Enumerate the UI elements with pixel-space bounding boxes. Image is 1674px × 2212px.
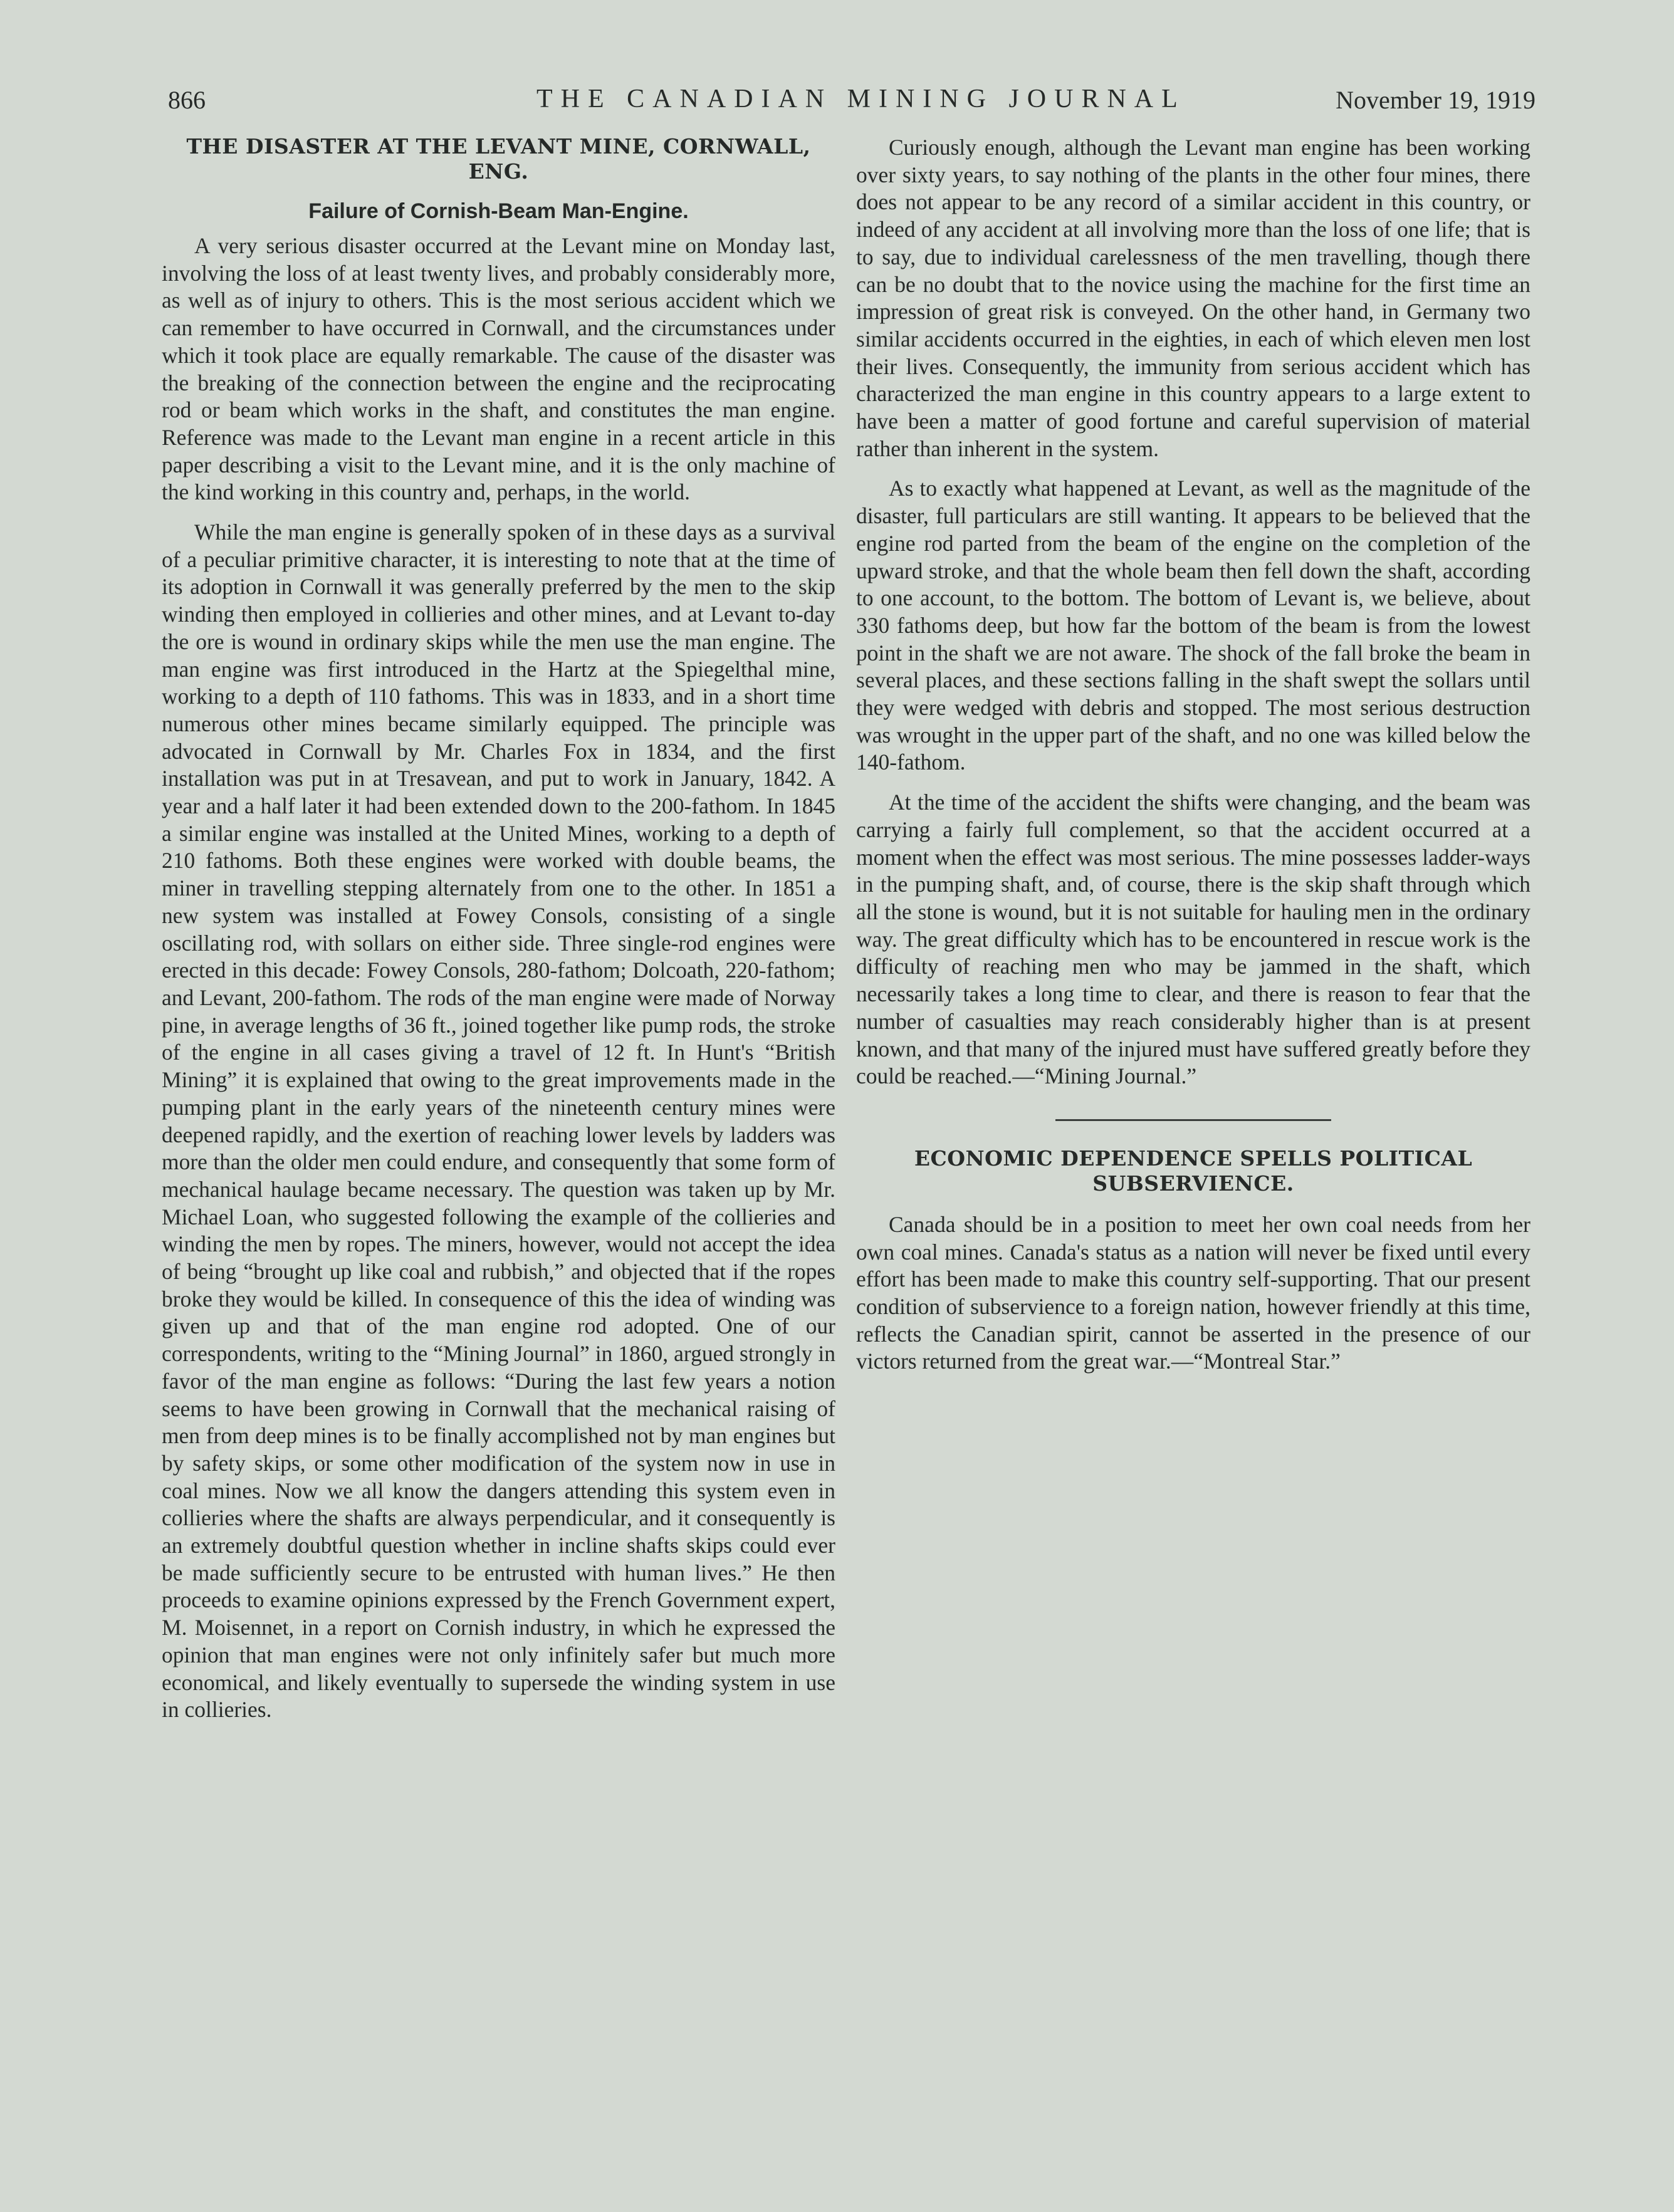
- article-paragraph-2: While the man engine is generally spoken of in these days as a survival of a peculiar primitive character, it is interesting to note that at the time of its adoption in Cornwall it was generally preferred by the men to the skip winding then employed in collieries and other mines, and at Levant to-day the ore is wound in ordinary skips while the men use the man engine. The man engine was first introduced in the Hartz at the Spiegelthal mine, working to a depth of 110 fathoms. This was in 1833, and in a short time numerous other mines became similarly equipped. The principle was advocated in Cornwall by Mr. Charles Fox in 1834, and the first installation was put in at Tresavean, and put to work in January, 1842. A year and a half later it had been extended down to the 200-fathom. In 1845 a similar engine was installed at the United Mines, working to a depth of 210 fathoms. Both these engines were worked with double beams, the miner in travelling stepping alternately from one to the other. In 1851 a new system was installed at Fowey Consols, consisting of a single oscillating rod, with sollars on either side. Three single-rod engines were erected in this decade: Fowey Consols, 280-fathom; Dolcoath, 220-fathom; and Levant, 200-fathom. The rods of the man engine were made of Norway pine, in average lengths of 36 ft., joined together like pump rods, the stroke of the engine in all cases giving a travel of 12 ft. In Hunt's “British Mining” it is explained that owing to the great improvements made in the pumping plant in the early years of the nineteenth century mines were deepened rapidly, and the exertion of reaching lower levels by ladders was more than the older men could endure, and consequently that some form of mechanical haulage became necessary. The question was taken up by Mr. Michael Loan, who suggested following the example of the collieries and winding the men by ropes. The miners, however, would not accept the idea of being “brought up like coal and rubbish,” and objected that if the ropes broke they would be killed. In consequence of this the idea of winding was given up and that of the man engine rod adopted. One of our correspondents, writing to the “Mining Journal” in 1860, argued strongly in favor of the man engine as follows: “During the last few years a notion seems to have been growing in Cornwall that the mechanical raising of men from deep mines is to be finally accomplished not by man engines but by safety skips, or some other modification of the system now in use in coal mines. Now we all know the dangers attending this system even in collieries where the shafts are always perpendicular, and it consequently is an extremely doubtful question whether in incline shafts skips could ever be made sufficiently secure to be entrusted with human lives.” He then proceeds to examine opinions expressed by the French Government expert, M. Moisennet, in a report on Cornish industry, in which he expressed the opinion that man engines were not only infinitely safer but much more economical, and likely eventually to supersede the winding system in use in collieries.: [162, 519, 835, 1723]
- running-head: [168, 80, 1535, 124]
- article-paragraph-4: As to exactly what happened at Levant, as well as the magnitude of the disaster, full particulars are still wanting. It appears to be believed that the engine rod parted from the beam of the engine on the completion of the upward stroke, and that the whole beam then fell down the shaft, according to one account, to the bottom. The bottom of Levant is, we believe, about 330 fathoms deep, but how far the bottom of the beam is from the lowest point in the shaft we are not aware. The shock of the fall broke the beam in several places, and these sections falling in the shaft swept the sollars until they were wedged with debris and stopped. The most serious destruction was wrought in the upper part of the shaft, and no one was killed below the 140-fathom.: [856, 476, 1530, 775]
- journal-title: THE CANADIAN MINING JOURNAL: [536, 85, 1186, 113]
- article-paragraph-3: Curiously enough, although the Levant man engine has been working over sixty years, to say nothing of the plants in the other four mines, there does not appear to be any record of a similar accident in this country, or indeed of any accident at all involving more than the loss of one life; that is to say, due to individual carelessness of the men travelling, though there can be no doubt that to the novice using the machine for the first time an impression of great risk is conveyed. On the other hand, in Germany two similar accidents occurred in the eighties, in each of which eleven men lost their lives. Consequently, the immunity from serious accident which has characterized the man engine in this country appears to a large extent to have been a matter of good fortune and careful supervision of material rather than inherent in the system.: [856, 135, 1530, 461]
- second-article-title: ECONOMIC DEPENDENCE SPELLS POLITICAL SUBSERVIENCE.: [914, 1145, 1473, 1196]
- issue-date: November 19, 1919: [1336, 86, 1535, 114]
- article-title: THE DISASTER AT THE LEVANT MINE, CORNWALL, ENG.: [186, 134, 811, 184]
- article-subtitle: Failure of Cornish-Beam Man-Engine.: [308, 199, 689, 223]
- article-paragraph-5: At the time of the accident the shifts were changing, and the beam was carrying a fairly full complement, so that the accident occurred at a moment when the effect was most serious. The mine possesses ladder-ways in the pumping shaft, and, of course, there is the skip shaft through which all the stone is wound, but it is not suitable for hauling men in the ordinary way. The great difficulty which has to be encountered in rescue work is the difficulty of reaching men who may be jammed in the shaft, which necessarily takes a long time to clear, and there is reason to fear that the number of casualties may reach considerably higher than is at present known, and that many of the injured must have suffered greatly before they could be reached.—“Mining Journal.”: [856, 790, 1530, 1089]
- article-paragraph-1: A very serious disaster occurred at the Levant mine on Monday last, involving the loss of at least twenty lives, and probably considerably more, as well as of injury to others. This is the most serious accident which we can remember to have occurred in Cornwall, and the circumstances under which it took place are equally remarkable. The cause of the disaster was the breaking of the connection between the engine and the reciprocating rod or beam which works in the shaft, and constitutes the man engine. Reference was made to the Levant man engine in a recent article in this paper describing a visit to the Levant mine, and it is the only machine of the kind working in this country and, perhaps, in the world.: [162, 233, 835, 505]
- section-divider: [1055, 1119, 1331, 1121]
- left-column: [162, 134, 835, 1736]
- page-number: 866: [168, 86, 206, 114]
- second-article-paragraph: Canada should be in a position to meet her own coal needs from her own coal mines. Canada's status as a nation will never be fixed until every effort has been made to make this country self-supporting. That our present condition of subservience to a foreign nation, however friendly at this time, reflects the Canadian spirit, cannot be asserted in the presence of our victors returned from the great war.—“Montreal Star.”: [856, 1211, 1530, 1374]
- right-column: [856, 134, 1530, 1388]
